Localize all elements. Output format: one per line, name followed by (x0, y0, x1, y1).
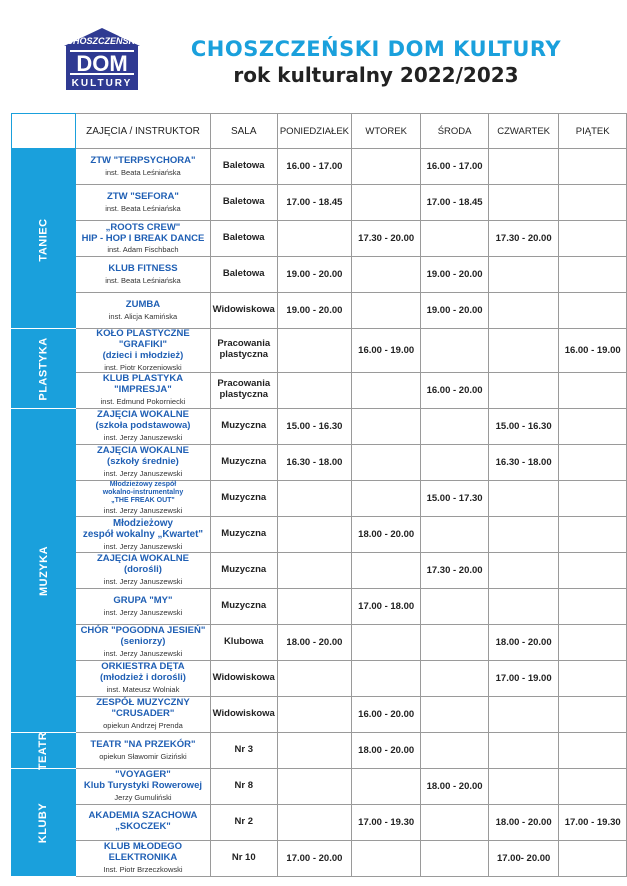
time-slot-cell (559, 624, 627, 660)
time-slot-cell: 16.00 - 20.00 (421, 372, 489, 408)
time-slot-cell (277, 588, 351, 624)
room-cell (210, 221, 277, 257)
time-slot-cell: 19.00 - 20.00 (277, 257, 351, 293)
time-slot-cell (277, 329, 351, 373)
time-slot-cell (421, 444, 489, 480)
category-cell (12, 768, 76, 876)
room-cell (210, 696, 277, 732)
time-slot-cell (488, 372, 558, 408)
room-cell (210, 257, 277, 293)
activity-cell (76, 257, 210, 293)
dom-kultury-logo (58, 26, 146, 92)
room-name: Baletowa (222, 232, 265, 244)
room-name: Muzyczna (221, 563, 267, 575)
activity-name: ZTW "TERPSYCHORA" (90, 155, 196, 167)
page-title: CHOSZCZEŃSKI DOM KULTURY (190, 37, 562, 61)
time-slot-cell (559, 552, 627, 588)
room-cell (210, 149, 277, 185)
time-slot-cell (352, 624, 421, 660)
instructor-name: inst. Jerzy Januszewski (103, 433, 183, 443)
activity-name: „THE FREAK OUT" (111, 497, 175, 505)
time-slot-cell: 18.00 - 20.00 (352, 732, 421, 768)
table-row (12, 624, 627, 660)
room-name: Muzyczna (221, 419, 267, 431)
activity-name: (młodzież i dorośli) (99, 672, 186, 684)
room-name: Widowiskowa (212, 707, 275, 719)
time-slot-cell (559, 257, 627, 293)
time-slot-cell: 15.00 - 16.30 (277, 408, 351, 444)
time-slot-cell (352, 840, 421, 876)
activity-name: ORKIESTRA DĘTA (101, 661, 185, 673)
activity-cell (76, 588, 210, 624)
category-label: TANIEC (37, 217, 50, 262)
time-slot-cell (421, 660, 489, 696)
time-slot-cell (277, 804, 351, 840)
activity-cell (76, 804, 210, 840)
activity-name: HIP - HOP I BREAK DANCE (81, 232, 205, 244)
activity-name: KLUB MŁODEGO (103, 841, 183, 853)
instructor-name: inst. Jerzy Januszewski (103, 506, 183, 516)
room-cell (210, 588, 277, 624)
room-name: Pracowania (217, 338, 271, 350)
instructor-name: inst. Beata Leśniańska (105, 167, 181, 177)
activity-cell (76, 696, 210, 732)
instructor-name: inst. Beata Leśniańska (105, 203, 181, 213)
activity-name: „SKOCZEK" (115, 821, 171, 833)
time-slot-cell: 16.30 - 18.00 (277, 444, 351, 480)
page-subtitle: rok kulturalny 2022/2023 (233, 63, 519, 87)
time-slot-cell: 18.00 - 20.00 (277, 624, 351, 660)
table-row (12, 257, 627, 293)
instructor-name: inst. Piotr Korzeniowski (104, 362, 182, 372)
activity-name: (dzieci i młodzież) (102, 349, 184, 361)
time-slot-cell (488, 329, 558, 373)
activity-name: zespół wokalny „Kwartet" (82, 529, 203, 541)
time-slot-cell (421, 408, 489, 444)
activity-name: "CRUSADER" (111, 708, 175, 720)
category-cell (12, 149, 76, 329)
activity-name: KOŁO PLASTYCZNE "GRAFIKI" (96, 328, 190, 350)
time-slot-cell: 17.00- 20.00 (488, 840, 558, 876)
time-slot-cell (559, 149, 627, 185)
category-label: KLUBY (37, 803, 50, 844)
time-slot-cell: 18.00 - 20.00 (352, 516, 421, 552)
activity-name: (szkoła podstawowa) (95, 420, 191, 432)
room-column-header: SALA (210, 114, 277, 149)
day-column-header: ŚRODA (421, 114, 489, 149)
time-slot-cell (421, 221, 489, 257)
day-column-header: CZWARTEK (488, 114, 558, 149)
room-cell (210, 840, 277, 876)
time-slot-cell: 15.00 - 16.30 (488, 408, 558, 444)
time-slot-cell: 16.00 - 19.00 (559, 329, 627, 373)
activity-name: Klub Turystyki Rowerowej (83, 780, 202, 792)
table-row (12, 329, 627, 373)
table-row (12, 840, 627, 876)
time-slot-cell (559, 768, 627, 804)
time-slot-cell (352, 768, 421, 804)
room-cell (210, 408, 277, 444)
time-slot-cell: 17.00 - 19.30 (352, 804, 421, 840)
time-slot-cell (277, 552, 351, 588)
instructor-name: inst. Jerzy Januszewski (103, 541, 183, 551)
table-row (12, 480, 627, 516)
activity-cell (76, 624, 210, 660)
activity-name: TEATR "NA PRZEKÓR" (90, 738, 196, 750)
time-slot-cell: 19.00 - 20.00 (421, 257, 489, 293)
room-name: Widowiskowa (212, 671, 275, 683)
time-slot-cell: 16.00 - 17.00 (277, 149, 351, 185)
time-slot-cell (421, 696, 489, 732)
time-slot-cell: 16.00 - 20.00 (352, 696, 421, 732)
activity-name: CHÓR "POGODNA JESIEŃ" (80, 625, 206, 637)
time-slot-cell (352, 257, 421, 293)
activity-name: GRUPA "MY" (113, 594, 173, 606)
time-slot-cell (559, 696, 627, 732)
instructor-name: inst. Mateusz Wolniak (106, 685, 180, 695)
day-column-header: WTOREK (352, 114, 421, 149)
time-slot-cell: 18.00 - 20.00 (488, 624, 558, 660)
time-slot-cell (559, 840, 627, 876)
time-slot-cell: 18.00 - 20.00 (421, 768, 489, 804)
time-slot-cell: 19.00 - 20.00 (277, 293, 351, 329)
svg-text:DOM: DOM (76, 51, 128, 76)
activity-cell (76, 408, 210, 444)
time-slot-cell (559, 516, 627, 552)
room-name: Muzyczna (221, 491, 267, 503)
table-row (12, 516, 627, 552)
time-slot-cell (277, 768, 351, 804)
time-slot-cell (352, 408, 421, 444)
time-slot-cell (352, 185, 421, 221)
activity-name: ZAJĘCIA WOKALNE (96, 409, 189, 421)
activity-name: ZESPÓŁ MUZYCZNY (96, 697, 190, 709)
table-row (12, 588, 627, 624)
time-slot-cell: 17.00 - 18.00 (352, 588, 421, 624)
category-label: MUZYKA (37, 546, 50, 597)
activity-cell (76, 516, 210, 552)
time-slot-cell (488, 732, 558, 768)
room-name: Baletowa (222, 196, 265, 208)
activity-name: ZUMBA (125, 299, 161, 311)
time-slot-cell (277, 660, 351, 696)
time-slot-cell (352, 480, 421, 516)
instructor-name: inst. Beata Leśniańska (105, 275, 181, 285)
table-row (12, 408, 627, 444)
table-row (12, 372, 627, 408)
time-slot-cell (421, 588, 489, 624)
time-slot-cell: 18.00 - 20.00 (488, 804, 558, 840)
time-slot-cell (488, 696, 558, 732)
room-name: Nr 2 (234, 815, 253, 827)
table-row (12, 660, 627, 696)
instructor-name: inst. Jerzy Januszewski (103, 649, 183, 659)
activity-name: wokalno-instrumentalny (102, 489, 184, 497)
room-cell (210, 480, 277, 516)
room-cell (210, 329, 277, 373)
time-slot-cell (559, 185, 627, 221)
room-cell (210, 804, 277, 840)
time-slot-cell (559, 408, 627, 444)
time-slot-cell (277, 221, 351, 257)
time-slot-cell: 17.00 - 20.00 (277, 840, 351, 876)
activity-name: KLUB FITNESS (108, 263, 178, 275)
day-column-header: PONIEDZIAŁEK (277, 114, 351, 149)
room-cell (210, 624, 277, 660)
time-slot-cell (352, 444, 421, 480)
activity-name: ZTW "SEFORA" (107, 191, 179, 203)
room-cell (210, 293, 277, 329)
activity-name: "VOYAGER" (115, 769, 171, 781)
activity-name: Młodzieżowy zespół (109, 481, 177, 489)
time-slot-cell (488, 768, 558, 804)
time-slot-cell: 16.30 - 18.00 (488, 444, 558, 480)
activity-cell (76, 329, 210, 373)
time-slot-cell: 19.00 - 20.00 (421, 293, 489, 329)
activity-cell (76, 221, 210, 257)
activity-name: ZAJĘCIA WOKALNE (96, 445, 189, 457)
time-slot-cell: 17.00 - 18.45 (421, 185, 489, 221)
time-slot-cell: 17.30 - 20.00 (488, 221, 558, 257)
activity-name: AKADEMIA SZACHOWA (88, 810, 198, 822)
time-slot-cell (421, 732, 489, 768)
time-slot-cell: 16.00 - 19.00 (352, 329, 421, 373)
category-cell (12, 329, 76, 409)
activity-cell (76, 840, 210, 876)
time-slot-cell (352, 293, 421, 329)
activity-name: ZAJĘCIA WOKALNE (96, 553, 189, 565)
table-row (12, 804, 627, 840)
category-header-cell (12, 114, 76, 149)
instructor-name: opiekun Sławomir Giziński (99, 751, 187, 761)
instructor-name: inst. Jerzy Januszewski (103, 607, 183, 617)
activity-name: (seniorzy) (120, 636, 166, 648)
instructor-name: Inst. Piotr Brzeczkowski (103, 865, 183, 875)
room-name: Pracowania (217, 378, 271, 390)
room-name: Muzyczna (221, 599, 267, 611)
room-name: Baletowa (222, 160, 265, 172)
instructor-name: inst. Alicja Kamińska (108, 311, 178, 321)
activity-cell (76, 444, 210, 480)
room-name: Widowiskowa (212, 304, 275, 316)
table-row (12, 185, 627, 221)
table-row (12, 444, 627, 480)
table-row (12, 732, 627, 768)
room-cell (210, 516, 277, 552)
time-slot-cell (352, 372, 421, 408)
time-slot-cell (559, 588, 627, 624)
time-slot-cell (559, 480, 627, 516)
instructor-name: Jerzy Gumuliński (114, 793, 172, 803)
room-name: plastyczna (219, 349, 269, 361)
room-cell (210, 372, 277, 408)
time-slot-cell (352, 149, 421, 185)
time-slot-cell (559, 293, 627, 329)
time-slot-cell (421, 624, 489, 660)
room-name: Muzyczna (221, 527, 267, 539)
room-cell (210, 444, 277, 480)
activity-name: „ROOTS CREW" (105, 221, 181, 233)
time-slot-cell (488, 552, 558, 588)
room-cell (210, 185, 277, 221)
time-slot-cell: 17.00 - 18.45 (277, 185, 351, 221)
time-slot-cell (277, 480, 351, 516)
activity-name: Młodzieżowy (113, 518, 173, 529)
time-slot-cell (488, 588, 558, 624)
time-slot-cell: 17.30 - 20.00 (421, 552, 489, 588)
category-cell (12, 732, 76, 771)
room-name: Nr 8 (234, 779, 253, 791)
activity-name: KLUB PLASTYKA (102, 373, 184, 385)
time-slot-cell (421, 804, 489, 840)
room-name: Klubowa (223, 635, 264, 647)
activity-cell (76, 480, 210, 516)
time-slot-cell (488, 516, 558, 552)
logo-house-icon (58, 26, 146, 92)
activity-cell (76, 149, 210, 185)
time-slot-cell (352, 552, 421, 588)
time-slot-cell (421, 516, 489, 552)
category-cell (12, 408, 76, 732)
activity-name: (szkoły średnie) (107, 456, 179, 468)
table-header-row (12, 114, 627, 149)
time-slot-cell (559, 732, 627, 768)
room-name: plastyczna (219, 389, 269, 401)
instructor-name: inst. Jerzy Januszewski (103, 469, 183, 479)
activity-cell (76, 660, 210, 696)
activity-cell (76, 293, 210, 329)
table-row (12, 221, 627, 257)
time-slot-cell (559, 221, 627, 257)
table-row (12, 552, 627, 588)
time-slot-cell (488, 149, 558, 185)
room-name: Muzyczna (221, 455, 267, 467)
time-slot-cell (352, 660, 421, 696)
category-label: TEATR (37, 732, 50, 771)
activity-cell (76, 185, 210, 221)
schedule-table (11, 113, 627, 877)
svg-text:KULTURY: KULTURY (71, 78, 133, 89)
room-cell (210, 660, 277, 696)
activity-name: (dorośli) (123, 564, 162, 576)
time-slot-cell: 17.00 - 19.00 (488, 660, 558, 696)
activity-name: ELEKTRONIKA (108, 852, 178, 864)
time-slot-cell (421, 329, 489, 373)
time-slot-cell: 17.00 - 19.30 (559, 804, 627, 840)
category-label: PLASTYKA (37, 337, 50, 402)
table-row (12, 149, 627, 185)
time-slot-cell (488, 185, 558, 221)
room-cell (210, 732, 277, 768)
day-column-header: PIĄTEK (559, 114, 627, 149)
activity-column-header: ZAJĘCIA / INSTRUKTOR (76, 114, 210, 149)
time-slot-cell (559, 372, 627, 408)
activity-cell (76, 552, 210, 588)
room-name: Nr 10 (231, 851, 256, 863)
time-slot-cell (277, 372, 351, 408)
room-cell (210, 552, 277, 588)
instructor-name: inst. Edmund Pokorniecki (100, 397, 186, 407)
instructor-name: inst. Jerzy Januszewski (103, 577, 183, 587)
time-slot-cell: 15.00 - 17.30 (421, 480, 489, 516)
time-slot-cell: 16.00 - 17.00 (421, 149, 489, 185)
table-row (12, 696, 627, 732)
activity-name: "IMPRESJA" (114, 384, 172, 396)
instructor-name: inst. Adam Fischbach (107, 245, 179, 255)
table-row (12, 293, 627, 329)
activity-cell (76, 732, 210, 768)
activity-cell (76, 768, 210, 804)
room-cell (210, 768, 277, 804)
time-slot-cell (277, 696, 351, 732)
activity-cell (76, 372, 210, 408)
time-slot-cell: 17.30 - 20.00 (352, 221, 421, 257)
room-name: Nr 3 (234, 743, 253, 755)
time-slot-cell (277, 516, 351, 552)
time-slot-cell (488, 257, 558, 293)
time-slot-cell (488, 293, 558, 329)
time-slot-cell (277, 732, 351, 768)
time-slot-cell (559, 444, 627, 480)
svg-text:CHOSZCZEŃSKI: CHOSZCZEŃSKI (66, 36, 138, 46)
instructor-name: opiekun Andrzej Prenda (103, 721, 183, 731)
table-row (12, 768, 627, 804)
time-slot-cell (559, 660, 627, 696)
time-slot-cell (488, 480, 558, 516)
time-slot-cell (421, 840, 489, 876)
room-name: Baletowa (222, 268, 265, 280)
